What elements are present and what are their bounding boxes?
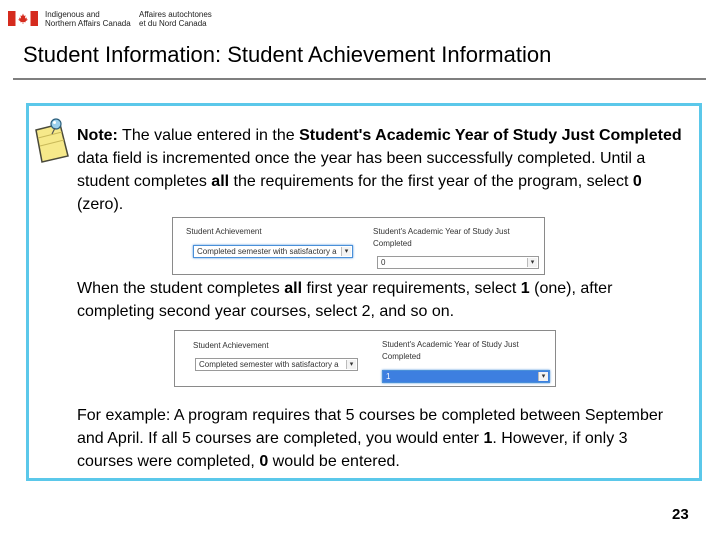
year-label-line2: Completed: [373, 239, 412, 248]
department-name-english: [45, 10, 140, 28]
note-text: When the student completes: [77, 280, 285, 297]
field-name: Student's Academic Year of Study Just Completed: [299, 127, 682, 144]
form-screenshot-year-one: [174, 330, 556, 387]
year-select: [382, 370, 550, 383]
achievement-label: Student Achievement: [186, 227, 262, 236]
page-number: 23: [672, 506, 689, 523]
year-label-line1: Student's Academic Year of Study Just: [373, 227, 510, 236]
department-name-english-line1: Indigenous and: [45, 10, 100, 19]
note-lead: Note:: [77, 127, 118, 144]
note-text: The value entered in the: [117, 127, 300, 144]
achievement-select-value: Completed semester with satisfactory a: [197, 247, 337, 256]
year-select: [377, 256, 539, 269]
note-text: For example: A program requires that 5 courses be completed between September and April. If all 5 courses are completed, you would enter: [77, 407, 664, 447]
year-select-value: 1: [386, 372, 391, 381]
department-name-english-line2: Northern Affairs Canada: [45, 19, 131, 28]
emphasis-zero: 0: [632, 173, 642, 190]
achievement-select: [195, 358, 358, 371]
note-paragraph-3: [77, 404, 682, 473]
emphasis-zero: 0: [259, 453, 269, 470]
note-text: (zero).: [77, 196, 124, 213]
note-text: (one), after completing second year courses, select 2, and so on.: [77, 280, 613, 320]
note-text: would be entered.: [268, 453, 400, 470]
year-select-value: 0: [381, 258, 386, 267]
department-name-french: [139, 10, 229, 28]
emphasis-all: all: [211, 173, 230, 190]
canada-flag-icon: [8, 11, 38, 26]
sticky-note-icon: [30, 116, 72, 164]
note-text: the requirements for the first year of the program, select: [229, 173, 633, 190]
note-text: data field is incremented once the year has been successfully completed. Until a student completes: [77, 150, 646, 190]
department-name-french-line1: Affaires autochtones: [139, 10, 212, 19]
achievement-label: Student Achievement: [193, 341, 269, 350]
department-name-french-line2: et du Nord Canada: [139, 19, 207, 28]
emphasis-all: all: [284, 280, 303, 297]
emphasis-one: 1: [520, 280, 530, 297]
note-text: first year requirements, select: [302, 280, 521, 297]
note-paragraph-2: [77, 277, 682, 323]
chevron-down-icon: ▾: [538, 372, 548, 381]
chevron-down-icon: ▾: [341, 247, 351, 256]
achievement-select-value: Completed semester with satisfactory a: [199, 360, 339, 369]
year-label-line1: Student's Academic Year of Study Just: [382, 340, 519, 349]
note-text: . However, if only 3 courses were completed,: [77, 430, 628, 470]
note-paragraph-1: [77, 124, 682, 216]
form-screenshot-year-zero: [172, 217, 545, 275]
chevron-down-icon: ▾: [346, 360, 356, 369]
emphasis-one: 1: [483, 430, 493, 447]
year-label: [382, 340, 519, 362]
year-label-line2: Completed: [382, 352, 421, 361]
title-divider: [13, 78, 706, 80]
year-label: [373, 227, 510, 249]
achievement-select: [193, 245, 353, 258]
page-title: Student Information: Student Achievement Information: [23, 42, 552, 67]
chevron-down-icon: ▾: [527, 258, 537, 267]
